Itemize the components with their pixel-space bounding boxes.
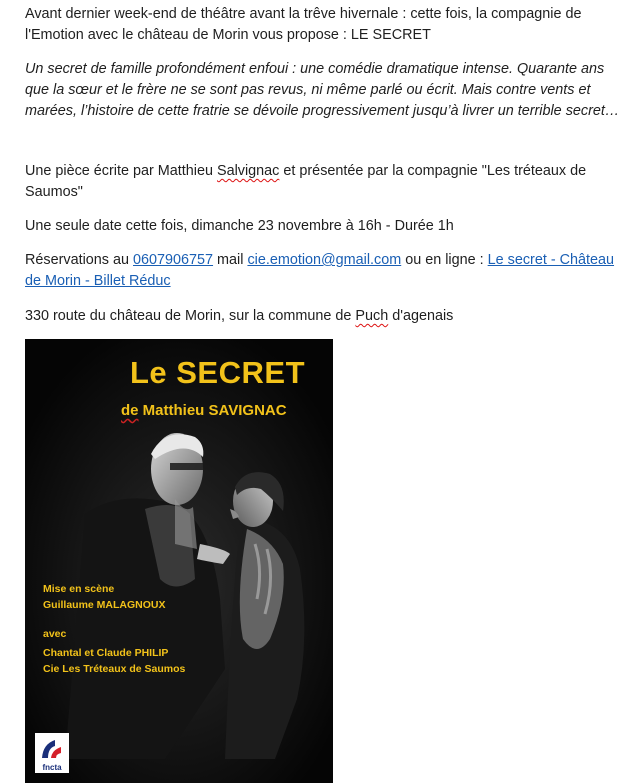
email-link[interactable]: cie.emotion@gmail.com <box>247 252 402 268</box>
ticket-link[interactable]: Le secret - Château de Morin - Billet Réduc <box>25 252 615 289</box>
credit-line: Mise en scène <box>43 583 115 595</box>
address-text-before: 330 route du château de Morin, sur la commune de <box>25 308 356 324</box>
poster-author-name: Matthieu SAVIGNAC <box>138 402 287 419</box>
intro-paragraph: Avant dernier week-end de théâtre avant la trêve hivernale : cette fois, la compagnie de l'Emotion avec le château de Morin vous propose : LE SECRET <box>25 6 582 43</box>
date-paragraph: Une seule date cette fois, dimanche 23 novembre à 16h - Durée 1h <box>25 218 454 234</box>
author-paragraph <box>25 161 625 203</box>
poster-credits <box>43 581 185 677</box>
fncta-logo <box>35 733 69 773</box>
credit-line: Chantal et Claude PHILIP <box>43 647 169 659</box>
phone-link[interactable]: 0607906757 <box>133 252 214 268</box>
author-text-after: et présentée par la compagnie "Les tréteaux de Saumos" <box>25 163 587 200</box>
address-town: Puch <box>355 308 389 324</box>
synopsis-paragraph: Un secret de famille profondément enfoui : une comédie dramatique intense. Quarante ans que la sœur et le frère ne se sont pas revus, ni même parlé ou écrit. Mais contre vents et marées, l’histoire de cette fratrie se dévoile progressivement jusqu’à livrer un terrible secret… <box>25 61 620 119</box>
poster-author-prefix: de <box>121 402 139 419</box>
fncta-logo-text: fncta <box>42 763 62 772</box>
fncta-logo-icon <box>39 736 65 762</box>
credit-line: Cie Les Tréteaux de Saumos <box>43 663 186 675</box>
address-paragraph <box>25 306 453 327</box>
reservation-paragraph <box>25 250 625 292</box>
author-text-before: Une pièce écrite par Matthieu <box>25 163 217 179</box>
author-surname: Salvignac <box>216 163 280 179</box>
reservation-label: Réservations au <box>25 252 133 268</box>
poster-title: Le SECRET <box>129 355 305 390</box>
address-text-after: d'agenais <box>388 308 454 324</box>
online-label: ou en ligne : <box>401 252 488 268</box>
credit-line: avec <box>43 628 67 640</box>
play-poster-image <box>25 339 333 783</box>
credit-line: Guillaume MALAGNOUX <box>43 599 166 611</box>
poster-author <box>121 401 287 421</box>
mail-label: mail <box>213 252 248 268</box>
